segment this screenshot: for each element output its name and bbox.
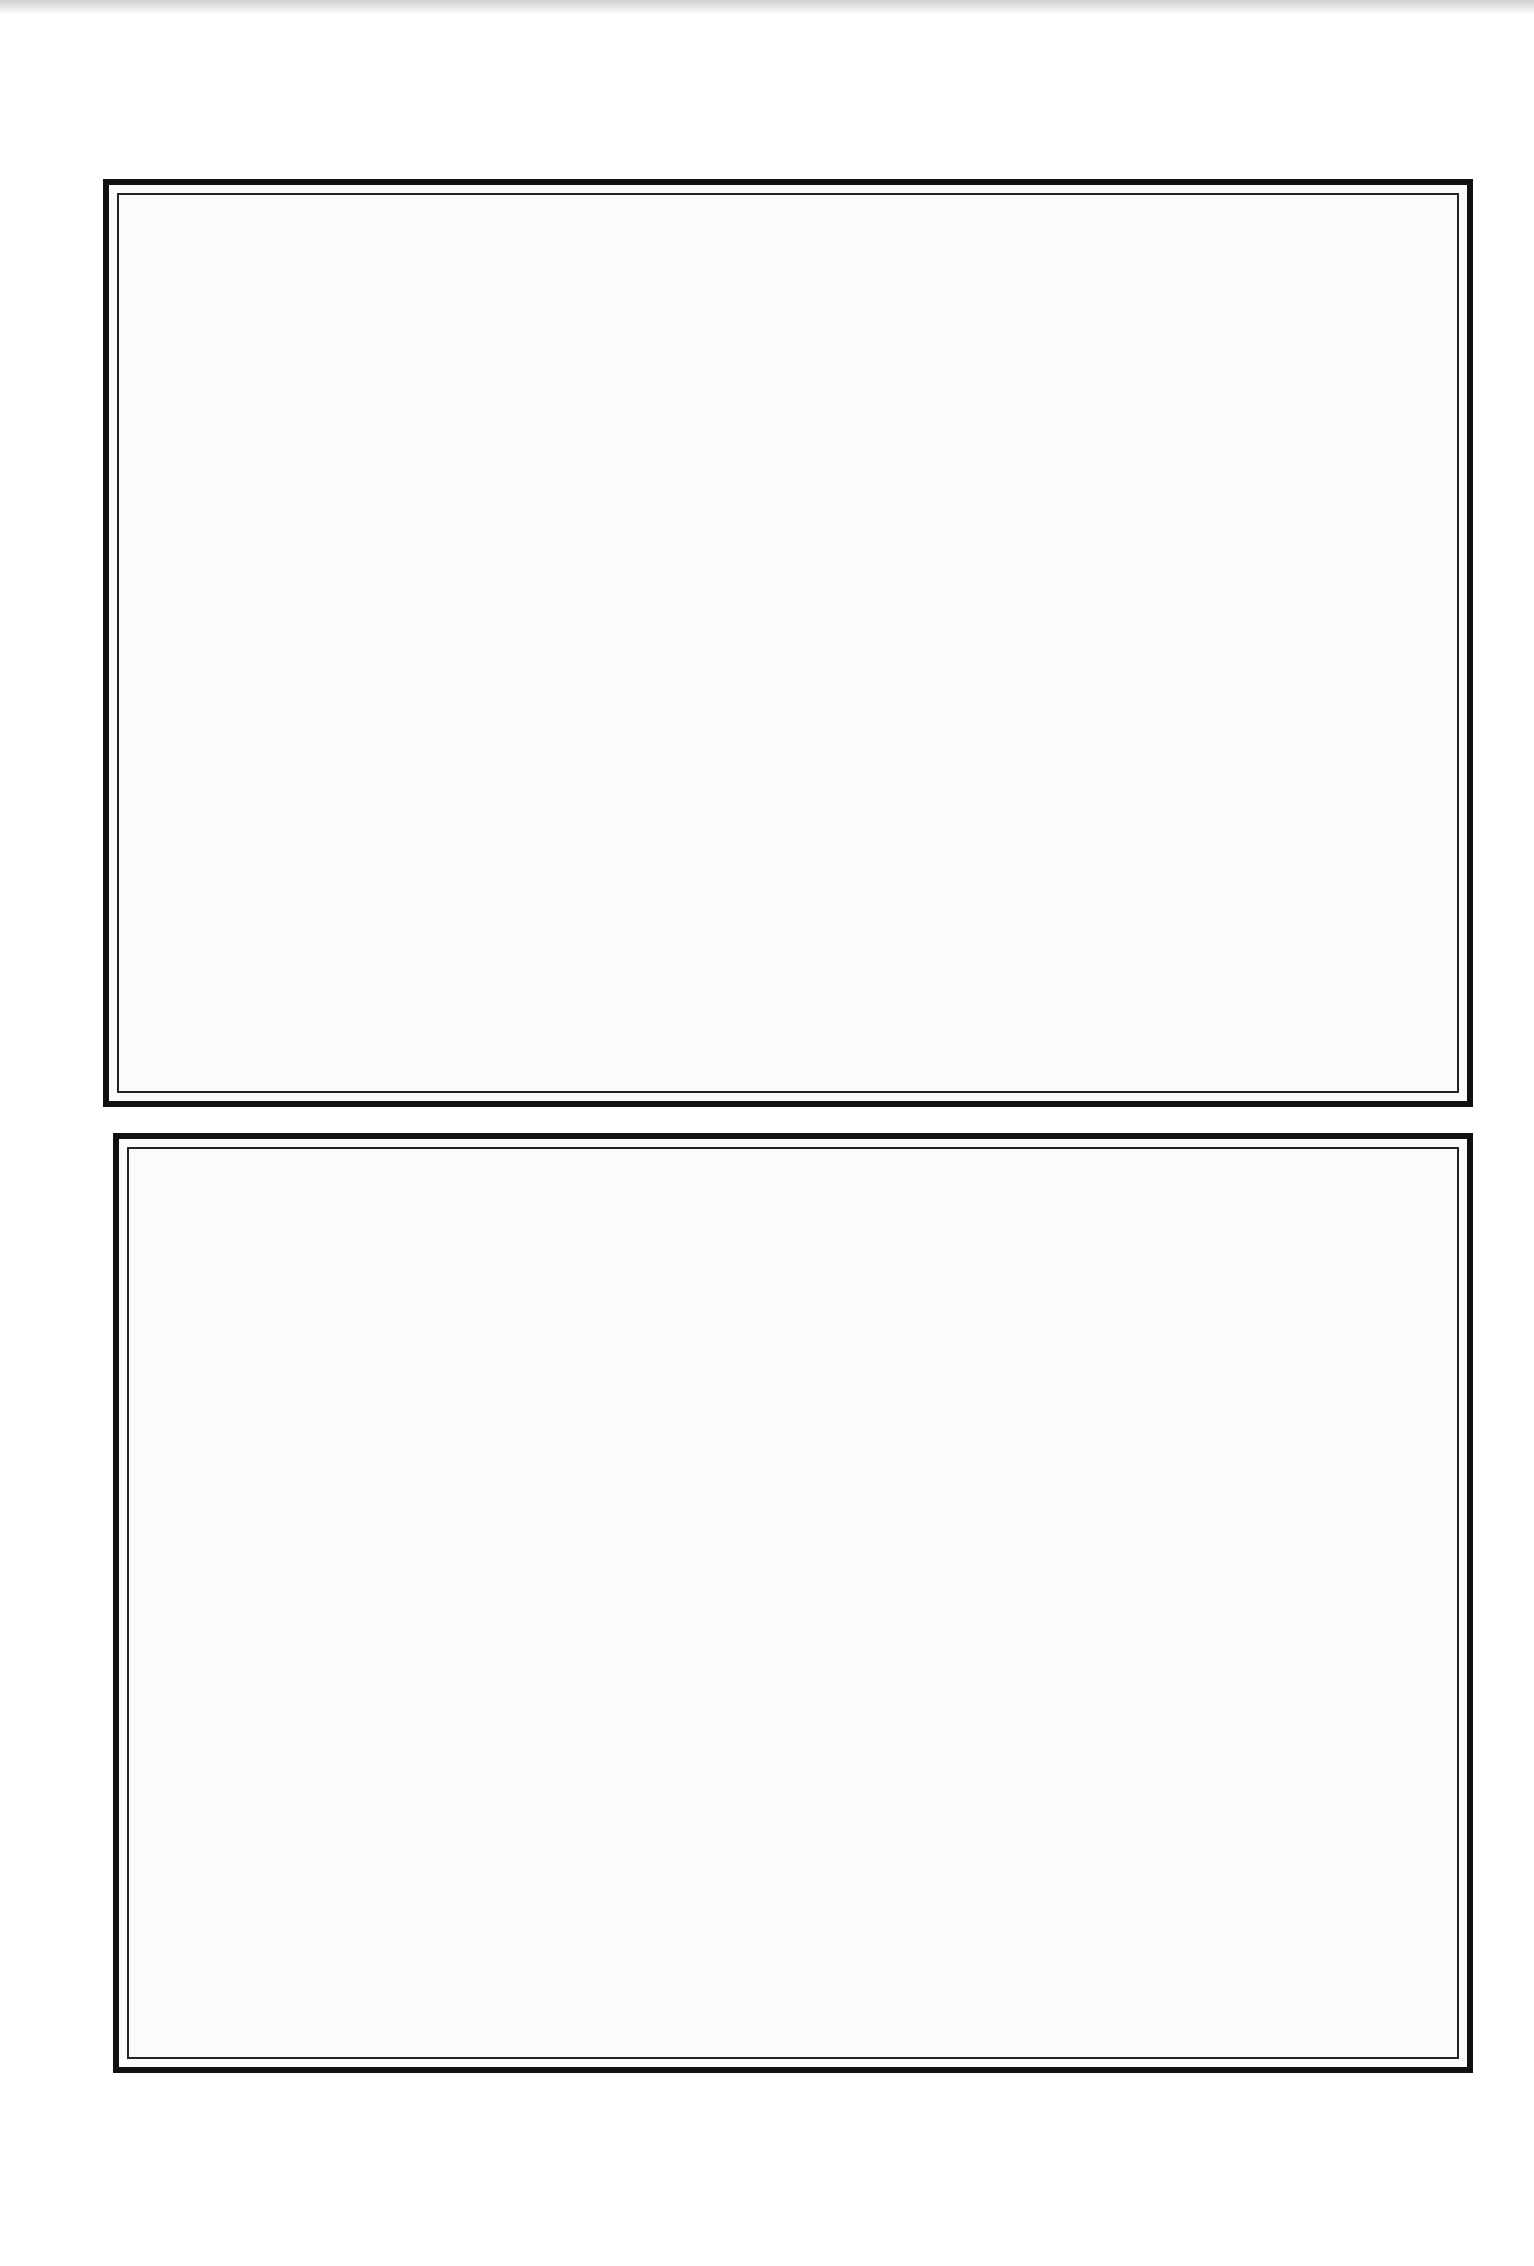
top-page-panel xyxy=(103,179,1473,1107)
scan-edge-shade xyxy=(0,0,1534,14)
bottom-page-frame xyxy=(127,1147,1459,2059)
top-page-frame xyxy=(117,193,1459,1093)
bottom-page-panel xyxy=(113,1133,1473,2073)
